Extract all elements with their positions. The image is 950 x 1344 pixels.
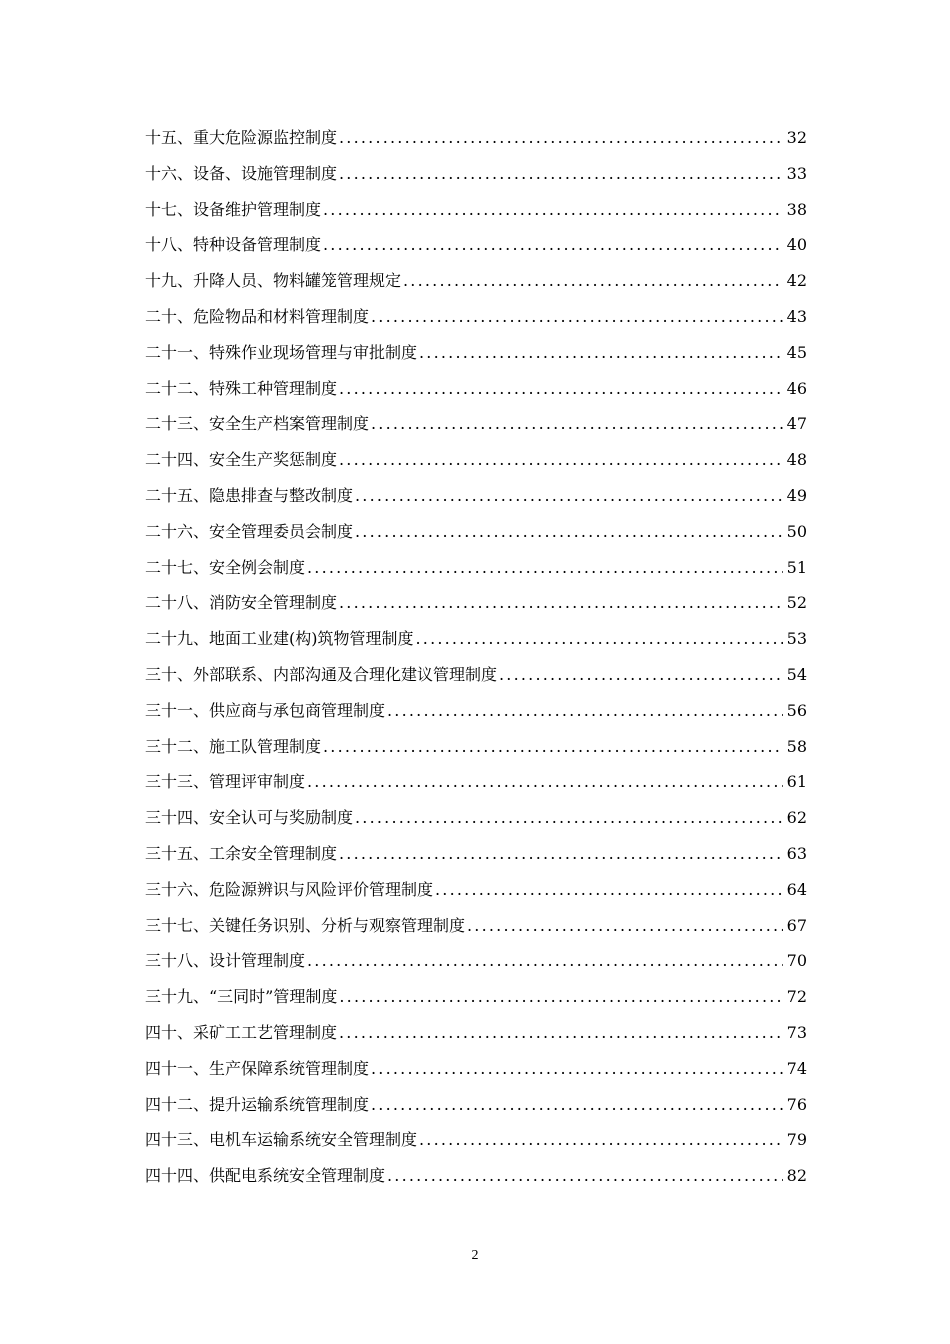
- toc-entry-page: 63: [786, 843, 807, 863]
- toc-entry[interactable]: [145, 263, 807, 299]
- toc-entry[interactable]: [145, 979, 807, 1015]
- toc-dot-leader: [416, 621, 784, 657]
- toc-entry[interactable]: [145, 1015, 807, 1051]
- toc-entry-title: 四十一、生产保障系统管理制度: [145, 1058, 370, 1078]
- toc-dot-leader: [339, 156, 783, 192]
- toc-entry-page: 48: [786, 450, 807, 470]
- toc-dot-leader: [387, 693, 783, 729]
- toc-entry-title: 二十九、地面工业建(构)筑物管理制度: [145, 629, 414, 649]
- toc-entry-page: 42: [786, 271, 807, 291]
- toc-entry-page: 51: [786, 557, 807, 577]
- toc-entry-page: 61: [786, 772, 807, 792]
- toc-entry-title: 二十二、特殊工种管理制度: [145, 378, 338, 398]
- toc-dot-leader: [403, 263, 783, 299]
- toc-dot-leader: [387, 1158, 783, 1194]
- toc-entry-title: 三十、外部联系、内部沟通及合理化建议管理制度: [145, 664, 498, 684]
- toc-entry[interactable]: [145, 192, 807, 228]
- toc-entry[interactable]: [145, 729, 807, 765]
- toc-entry-page: 82: [786, 1166, 807, 1186]
- toc-entry-page: 33: [786, 163, 807, 183]
- toc-entry[interactable]: [145, 227, 807, 263]
- toc-entry[interactable]: [145, 120, 807, 156]
- toc-entry[interactable]: [145, 371, 807, 407]
- toc-entry-title: 三十九、“三同时”管理制度: [145, 987, 338, 1007]
- toc-entry-title: 十九、升降人员、物料罐笼管理规定: [145, 271, 402, 291]
- toc-dot-leader: [371, 1051, 783, 1087]
- toc-entry-title: 四十、采矿工工艺管理制度: [145, 1022, 338, 1042]
- toc-entry[interactable]: [145, 621, 807, 657]
- toc-entry-title: 二十五、隐患排查与整改制度: [145, 485, 354, 505]
- table-of-contents: [145, 120, 807, 1194]
- toc-entry-page: 49: [786, 485, 807, 505]
- toc-dot-leader: [339, 442, 783, 478]
- toc-entry-page: 40: [786, 235, 807, 255]
- toc-entry-title: 二十四、安全生产奖惩制度: [145, 450, 338, 470]
- toc-entry-title: 三十六、危险源辨识与风险评价管理制度: [145, 879, 434, 899]
- toc-dot-leader: [323, 729, 783, 765]
- toc-entry[interactable]: [145, 872, 807, 908]
- toc-entry-title: 二十八、消防安全管理制度: [145, 593, 338, 613]
- page-number: 2: [471, 1248, 479, 1263]
- toc-entry[interactable]: [145, 1051, 807, 1087]
- toc-entry-page: 73: [786, 1022, 807, 1042]
- toc-dot-leader: [339, 836, 783, 872]
- toc-entry[interactable]: [145, 836, 807, 872]
- toc-dot-leader: [323, 227, 783, 263]
- toc-entry-page: 76: [786, 1094, 807, 1114]
- toc-entry-page: 62: [786, 808, 807, 828]
- toc-entry[interactable]: [145, 908, 807, 944]
- toc-entry[interactable]: [145, 478, 807, 514]
- toc-entry-page: 79: [786, 1130, 807, 1150]
- toc-entry[interactable]: [145, 299, 807, 335]
- toc-dot-leader: [499, 657, 783, 693]
- toc-entry-title: 十五、重大危险源监控制度: [145, 128, 338, 147]
- toc-entry-title: 三十二、施工队管理制度: [145, 736, 322, 756]
- toc-entry-page: 70: [786, 951, 807, 971]
- toc-entry[interactable]: [145, 406, 807, 442]
- toc-entry-page: 52: [786, 593, 807, 613]
- toc-entry-title: 三十五、工余安全管理制度: [145, 843, 338, 863]
- toc-entry-title: 三十四、安全认可与奖励制度: [145, 808, 354, 828]
- toc-dot-leader: [339, 371, 783, 407]
- toc-entry-title: 二十六、安全管理委员会制度: [145, 521, 354, 541]
- toc-entry-page: 53: [786, 629, 807, 649]
- toc-entry-page: 38: [786, 199, 807, 219]
- toc-entry[interactable]: [145, 335, 807, 371]
- toc-entry-page: 72: [786, 987, 807, 1007]
- toc-entry-title: 三十八、设计管理制度: [145, 951, 306, 971]
- toc-dot-leader: [371, 1087, 783, 1123]
- toc-entry-page: 45: [786, 342, 807, 362]
- toc-dot-leader: [307, 943, 783, 979]
- toc-entry[interactable]: [145, 1158, 807, 1194]
- toc-entry-title: 十七、设备维护管理制度: [145, 199, 322, 219]
- toc-dot-leader: [355, 800, 783, 836]
- toc-entry-page: 32: [786, 128, 807, 147]
- toc-entry[interactable]: [145, 657, 807, 693]
- toc-entry-title: 二十、危险物品和材料管理制度: [145, 306, 370, 326]
- toc-entry[interactable]: [145, 764, 807, 800]
- toc-entry[interactable]: [145, 514, 807, 550]
- toc-dot-leader: [371, 299, 783, 335]
- toc-entry-title: 十八、特种设备管理制度: [145, 235, 322, 255]
- toc-entry[interactable]: [145, 585, 807, 621]
- toc-entry-page: 64: [786, 879, 807, 899]
- toc-entry[interactable]: [145, 693, 807, 729]
- toc-entry-title: 四十二、提升运输系统管理制度: [145, 1094, 370, 1114]
- toc-entry[interactable]: [145, 1122, 807, 1158]
- toc-entry-page: 46: [786, 378, 807, 398]
- toc-dot-leader: [323, 192, 783, 228]
- toc-entry-title: 四十三、电机车运输系统安全管理制度: [145, 1130, 418, 1150]
- toc-entry-title: 二十七、安全例会制度: [145, 557, 306, 577]
- toc-entry[interactable]: [145, 442, 807, 478]
- toc-dot-leader: [435, 872, 783, 908]
- toc-entry-title: 十六、设备、设施管理制度: [145, 163, 338, 183]
- toc-entry[interactable]: [145, 943, 807, 979]
- toc-dot-leader: [339, 1015, 783, 1051]
- toc-entry-title: 二十一、特殊作业现场管理与审批制度: [145, 342, 418, 362]
- toc-entry[interactable]: [145, 800, 807, 836]
- toc-entry[interactable]: [145, 1087, 807, 1123]
- toc-entry[interactable]: [145, 550, 807, 586]
- toc-dot-leader: [419, 335, 783, 371]
- toc-dot-leader: [355, 514, 783, 550]
- toc-entry-title: 四十四、供配电系统安全管理制度: [145, 1166, 386, 1186]
- toc-entry-page: 47: [786, 414, 807, 434]
- toc-entry-title: 三十一、供应商与承包商管理制度: [145, 700, 386, 720]
- toc-entry-title: 二十三、安全生产档案管理制度: [145, 414, 370, 434]
- toc-entry-title: 三十七、关键任务识别、分析与观察管理制度: [145, 915, 466, 935]
- toc-entry-page: 58: [786, 736, 807, 756]
- toc-dot-leader: [371, 406, 783, 442]
- toc-dot-leader: [307, 550, 783, 586]
- toc-entry-page: 43: [786, 306, 807, 326]
- toc-entry[interactable]: [145, 156, 807, 192]
- toc-entry-title: 三十三、管理评审制度: [145, 772, 306, 792]
- toc-dot-leader: [419, 1122, 783, 1158]
- toc-entry-page: 74: [786, 1058, 807, 1078]
- toc-entry-page: 50: [786, 521, 807, 541]
- toc-dot-leader: [355, 478, 783, 514]
- toc-dot-leader: [467, 908, 783, 944]
- toc-dot-leader: [307, 764, 783, 800]
- toc-dot-leader: [339, 979, 783, 1015]
- toc-entry-page: 56: [786, 700, 807, 720]
- toc-entry-page: 54: [786, 664, 807, 684]
- toc-dot-leader: [339, 585, 783, 621]
- toc-dot-leader: [339, 120, 783, 156]
- toc-entry-page: 67: [786, 915, 807, 935]
